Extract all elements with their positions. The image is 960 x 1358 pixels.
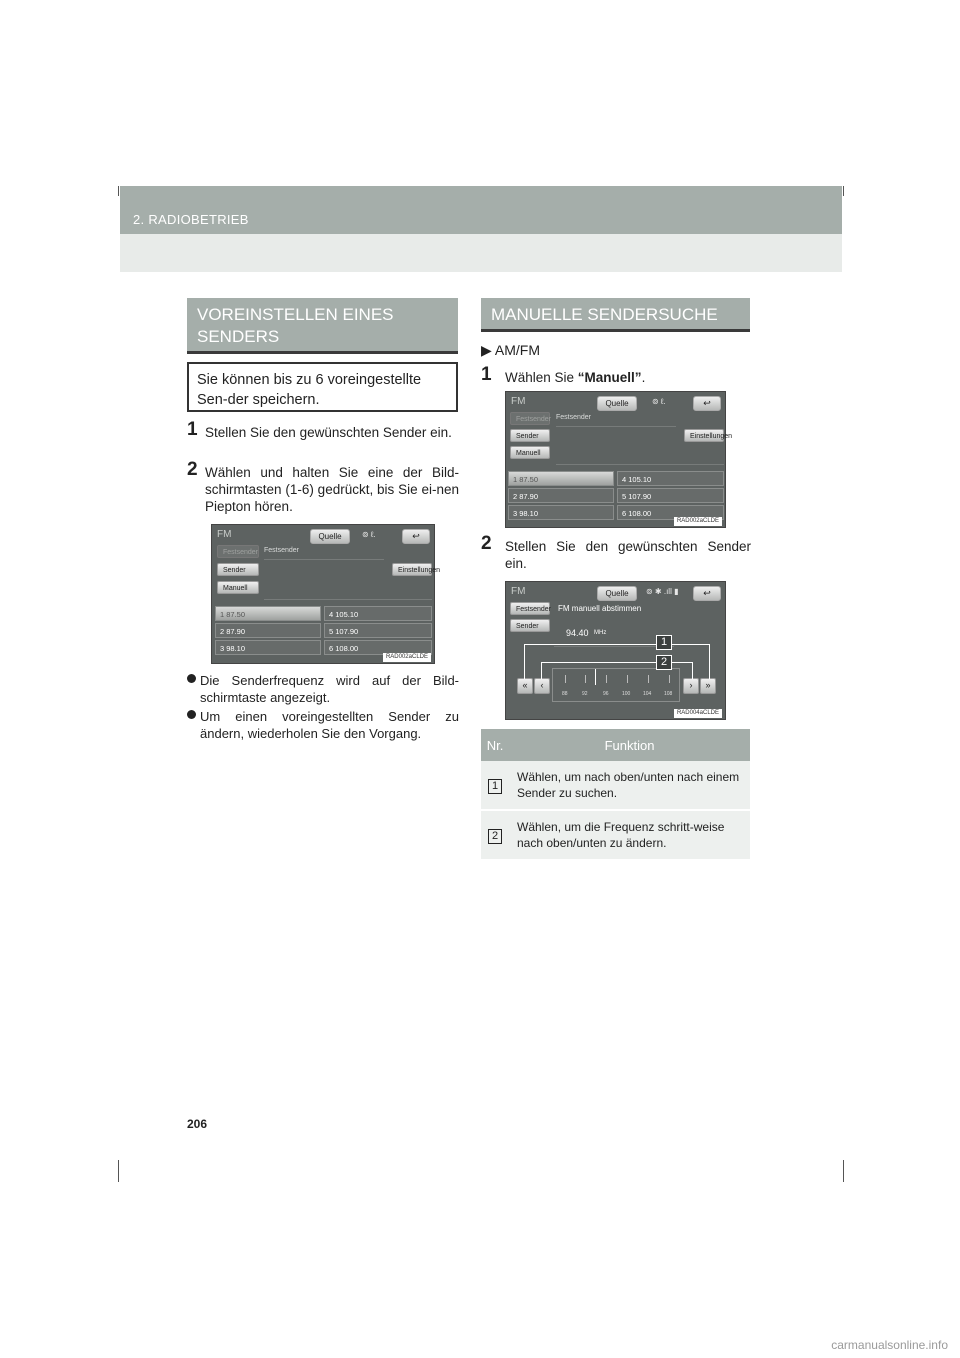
mode-label	[481, 342, 681, 359]
step-text-suffix: .	[641, 370, 646, 385]
radio-screen-manuell	[505, 391, 733, 528]
status-indicators: ⊚ ✱ .ıll ▮	[646, 587, 679, 596]
preset-button-5[interactable]: 5 107.90	[324, 623, 432, 638]
preset-button-2[interactable]: 2 87.90	[508, 488, 614, 503]
festsender-button[interactable]: Festsender	[510, 602, 550, 615]
band-label: FM	[217, 529, 232, 540]
watermark: carmanualsonline.info	[831, 1338, 948, 1352]
crop-mark	[843, 186, 844, 196]
step-number: 1	[187, 419, 198, 440]
number-box: 1	[488, 779, 502, 794]
crop-mark	[118, 1160, 119, 1182]
preset-button-4[interactable]: 4 105.10	[324, 606, 432, 621]
separator	[264, 559, 384, 560]
step-2-manual	[481, 533, 751, 572]
preset-button-6[interactable]: 6 108.00	[324, 640, 432, 655]
image-code: RAD004aCLDE	[674, 709, 722, 718]
scale-label: 104	[643, 691, 652, 697]
preset-button-1[interactable]: 1 87.50	[215, 606, 321, 621]
preset-button-5[interactable]: 5 107.90	[617, 488, 724, 503]
bullet-2	[187, 708, 459, 742]
bullet-text: Um einen voreingestellten Sender zu ändern, wiederholen Sie den Vorgang.	[200, 709, 459, 741]
tab-label: Festsender	[556, 414, 592, 421]
section-heading-manual	[481, 298, 750, 332]
step-text-prefix: Wählen Sie	[505, 370, 578, 385]
table-cell-text: Wählen, um nach oben/unten nach einem Sender zu suchen.	[509, 761, 750, 810]
callout-badge-1: 1	[656, 635, 672, 650]
step-number: 1	[481, 364, 492, 385]
header-subband	[120, 234, 842, 272]
image-code: RAD002aCLDE	[674, 517, 722, 526]
sender-button[interactable]: Sender	[510, 429, 550, 442]
table-row	[481, 810, 750, 860]
table-header-row	[481, 729, 750, 761]
step-text: Wählen und halten Sie eine der Bild-schirmtasten (1-6) gedrückt, bis Sie ei-nen Piepton hören.	[205, 465, 459, 514]
sender-button[interactable]: Sender	[217, 563, 259, 576]
separator	[264, 599, 432, 600]
source-button[interactable]: Quelle	[310, 529, 350, 544]
crop-mark	[843, 1160, 844, 1182]
intro-box	[187, 362, 458, 412]
sender-button[interactable]: Sender	[510, 619, 550, 632]
section-heading-text: MANUELLE SENDERSUCHE	[491, 305, 718, 324]
manuell-button[interactable]: Manuell	[510, 446, 550, 459]
festsender-button[interactable]: Festsender	[217, 545, 259, 558]
bullet-1	[187, 672, 459, 706]
image-code: RAD002aCLDE	[383, 653, 431, 662]
section-heading-text: VOREINSTELLEN EINES SENDERS	[197, 305, 394, 346]
table-cell-nr	[481, 761, 509, 810]
table-cell-text: Wählen, um die Frequenz schritt-weise nach oben/unten zu ändern.	[509, 810, 750, 860]
preset-button-1[interactable]: 1 87.50	[508, 471, 614, 486]
preset-button-3[interactable]: 3 98.10	[215, 640, 321, 655]
step-text	[481, 369, 751, 386]
status-indicators: ⊚ ℓ.	[652, 397, 666, 406]
back-button[interactable]: ↩	[693, 396, 721, 411]
preset-button-4[interactable]: 4 105.10	[617, 471, 724, 486]
intro-text: Sie können bis zu 6 voreingestellte Sen-der speichern.	[197, 372, 422, 408]
scale-label: 96	[603, 691, 609, 697]
number-box: 2	[488, 829, 502, 844]
frequency-unit: MHz	[594, 630, 607, 636]
tab-label: Festsender	[264, 547, 300, 554]
back-button[interactable]: ↩	[402, 529, 430, 544]
source-button[interactable]: Quelle	[597, 396, 637, 411]
table-cell-nr	[481, 810, 509, 860]
step-up-button[interactable]: ›	[683, 678, 699, 694]
table-header-nr: Nr.	[481, 729, 509, 761]
bullet-dot	[187, 674, 196, 683]
step-text-bold: “Manuell”	[577, 370, 642, 385]
separator	[556, 426, 676, 427]
scale-label: 92	[582, 691, 588, 697]
back-button[interactable]: ↩	[693, 586, 721, 601]
preset-button-2[interactable]: 2 87.90	[215, 623, 321, 638]
separator	[556, 464, 724, 465]
mode-text: AM/FM	[494, 342, 541, 358]
triangle-icon: ▶	[481, 342, 492, 358]
settings-button[interactable]: Einstellungen	[684, 429, 724, 442]
festsender-button[interactable]: Festsender	[510, 412, 550, 425]
step-2	[187, 459, 459, 515]
bullet-dot	[187, 710, 196, 719]
table-row	[481, 761, 750, 810]
table-header-funktion: Funktion	[509, 729, 750, 761]
settings-button[interactable]: Einstellungen	[392, 563, 432, 576]
section-heading-preset	[187, 298, 458, 354]
step-1	[187, 419, 459, 441]
scale-label: 100	[622, 691, 631, 697]
function-table	[481, 729, 750, 861]
step-number: 2	[187, 459, 198, 480]
preset-button-6[interactable]: 6 108.00	[617, 505, 724, 520]
radio-screen-presets	[211, 524, 441, 664]
seek-up-button[interactable]: »	[700, 678, 716, 694]
bullet-text: Die Senderfrequenz wird auf der Bild-schirmtaste angezeigt.	[200, 673, 459, 705]
callout-badge-2: 2	[656, 655, 672, 670]
band-label: FM	[511, 586, 526, 597]
crop-mark	[118, 186, 119, 196]
step-down-button[interactable]: ‹	[534, 678, 550, 694]
manuell-button[interactable]: Manuell	[217, 581, 259, 594]
step-text: Stellen Sie den gewünschten Sender ein.	[505, 539, 751, 571]
seek-down-button[interactable]: «	[517, 678, 533, 694]
frequency-value: 94.40	[566, 628, 589, 638]
screen-title: FM manuell abstimmen	[558, 604, 642, 613]
step-number: 2	[481, 533, 492, 554]
preset-button-3[interactable]: 3 98.10	[508, 505, 614, 520]
step-text: Stellen Sie den gewünschten Sender ein.	[205, 425, 452, 440]
status-indicators: ⊚ ℓ.	[362, 530, 376, 539]
band-label: FM	[511, 396, 526, 407]
step-1-manual	[481, 364, 751, 386]
source-button[interactable]: Quelle	[597, 586, 637, 601]
scale-label: 88	[562, 691, 568, 697]
radio-screen-manual-tune	[505, 581, 726, 720]
scale-label: 108	[664, 691, 673, 697]
page-number: 206	[187, 1117, 208, 1131]
section-label: 2. RADIOBETRIEB	[133, 212, 249, 227]
